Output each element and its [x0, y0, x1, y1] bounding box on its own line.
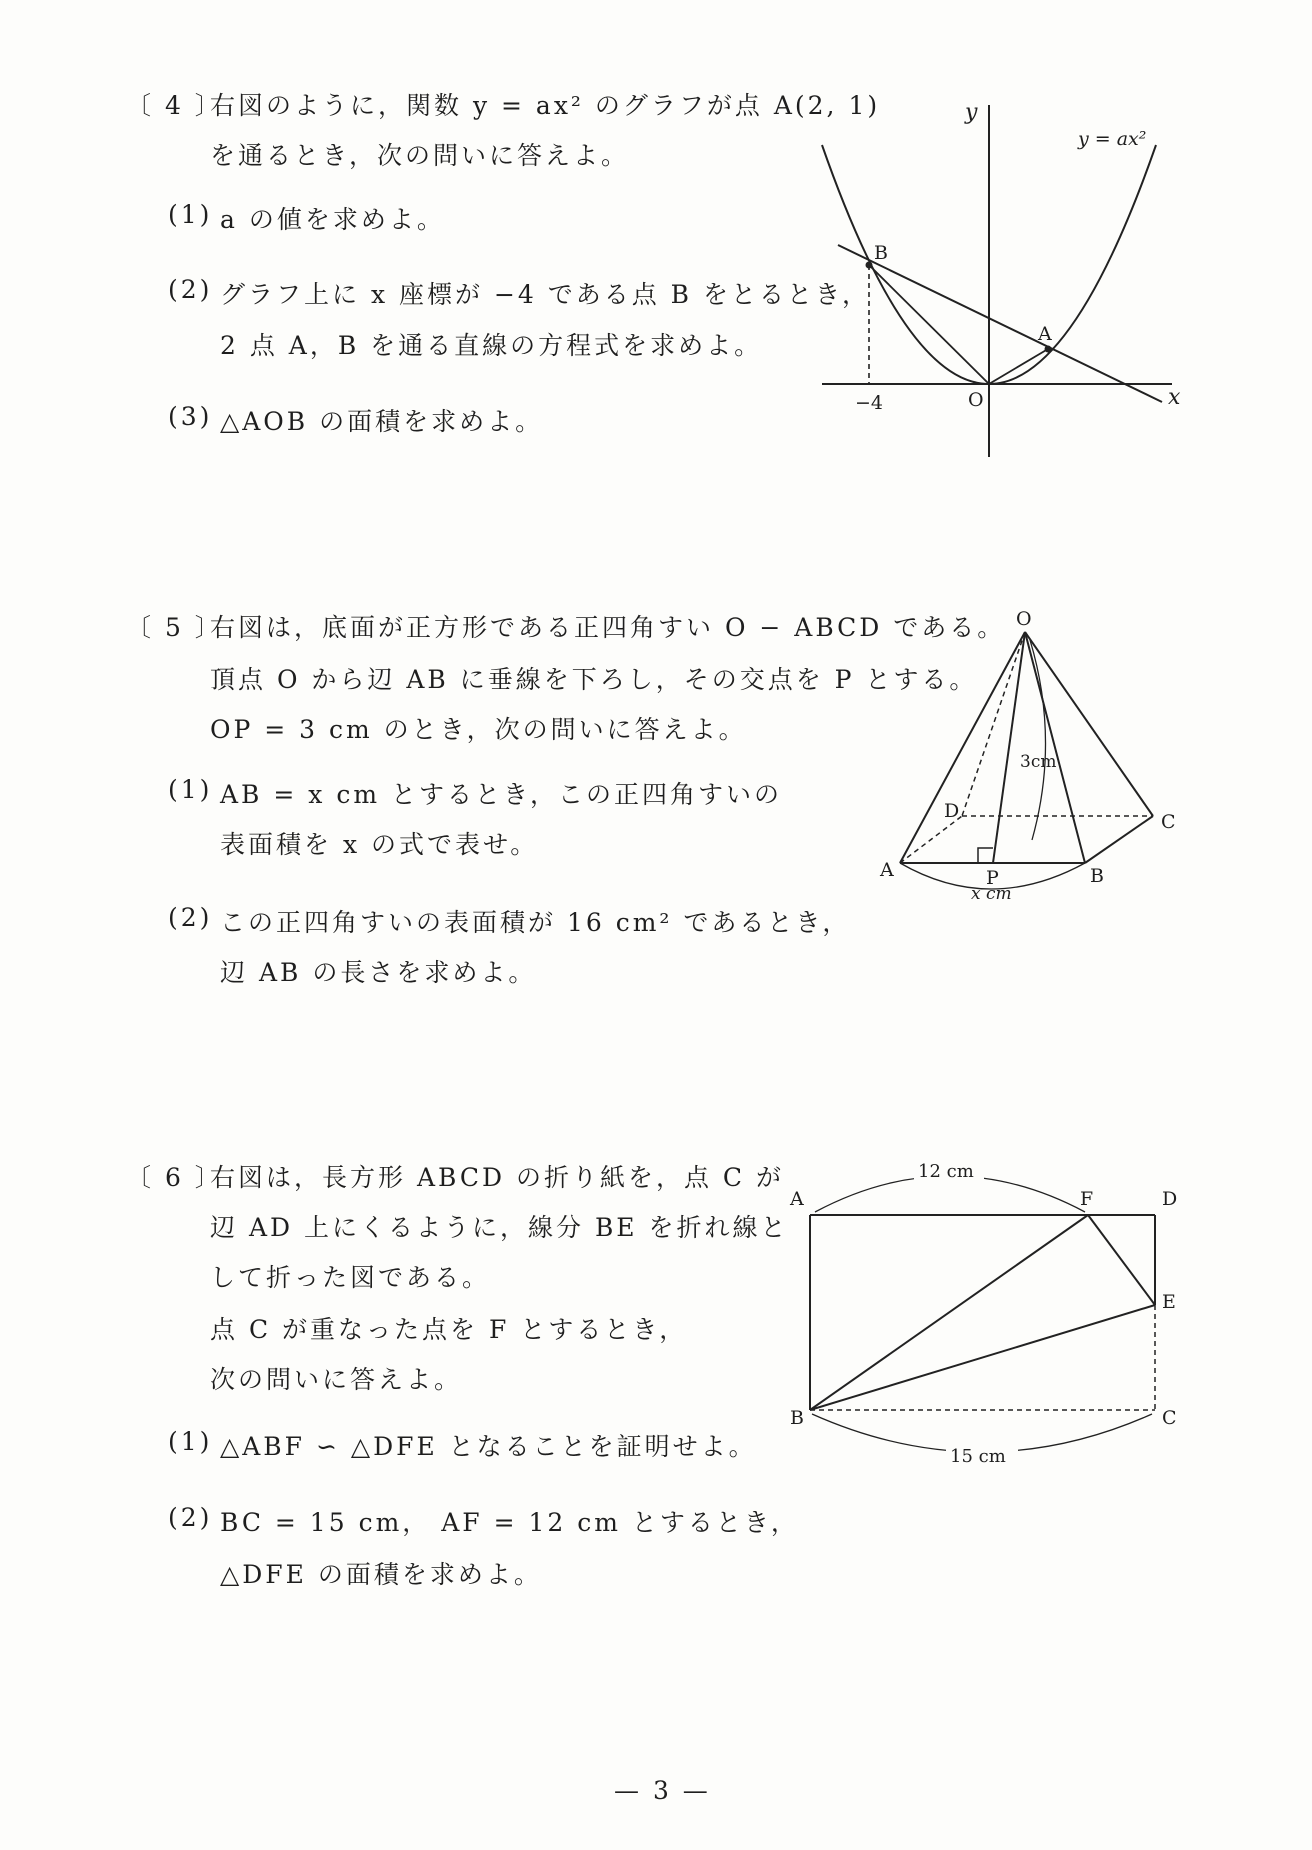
question-4-stem-line-2: を通るとき，次の問いに答えよ。 — [210, 141, 630, 170]
question-6-stem-line-2: 辺 AD 上にくるように，線分 BE を折れ線と — [210, 1213, 789, 1242]
question-6-stem-line-3: して折った図である。 — [210, 1263, 491, 1292]
segment-be — [810, 1305, 1155, 1410]
question-5-sub-2-line-2: 辺 AB の長さを求めよ。 — [220, 958, 537, 987]
vertex-b-label: B — [790, 1407, 804, 1429]
segment-fe — [1088, 1215, 1155, 1305]
question-4-stem-line-1: 右図のように，関数 y = ax² のグラフが点 A(2, 1) — [210, 91, 881, 120]
right-angle-mark — [978, 848, 993, 863]
question-5-sub-1-line-1: AB = x cm とするとき，この正四角すいの — [220, 780, 782, 809]
bc-length-label: 15 cm — [950, 1446, 1006, 1467]
question-6-sub-1-text: △ABF ∽ △DFE となることを証明せよ。 — [220, 1432, 757, 1461]
edge-oc — [1025, 632, 1153, 816]
vertex-a-label: A — [790, 1188, 804, 1210]
question-6-sub-2-line-1: BC = 15 cm， AF = 12 cm とするとき， — [220, 1508, 799, 1537]
edge-ad-hidden — [900, 816, 962, 863]
folded-rectangle-figure — [780, 1150, 1200, 1480]
question-5-stem-line-1: 右図は，底面が正方形である正四角すい O − ABCD である。 — [210, 613, 1006, 642]
vertex-d-label: D — [944, 800, 960, 822]
question-4-sub-3-number: (3) — [168, 402, 213, 431]
question-5-sub-2-line-1: この正四角すいの表面積が 16 cm² であるとき， — [220, 908, 851, 937]
point-a-label: A — [1038, 323, 1052, 345]
point-b-label: B — [874, 242, 888, 264]
question-6-stem-line-5: 次の問いに答えよ。 — [210, 1365, 463, 1394]
page-number: — 3 — — [614, 1776, 711, 1805]
question-6-stem-line-1: 右図は，長方形 ABCD の折り紙を，点 C が — [210, 1163, 784, 1192]
vertex-o-label: O — [1016, 608, 1032, 630]
question-5-stem-line-3: OP = 3 cm のとき，次の問いに答えよ。 — [210, 715, 747, 744]
question-4-sub-3-text: △AOB の面積を求めよ。 — [220, 407, 544, 436]
op-length-arc — [1030, 640, 1046, 840]
curve-label: y = ax² — [1078, 128, 1147, 150]
question-5-sub-2-number: (2) — [168, 903, 213, 932]
ab-length-label: x cm — [971, 884, 1012, 904]
question-4-sub-1-text: a の値を求めよ。 — [220, 205, 445, 234]
point-b-dot — [866, 262, 873, 269]
edge-od-hidden — [962, 632, 1025, 816]
question-4-sub-2-number: (2) — [168, 275, 213, 304]
vertex-d-label: D — [1162, 1188, 1178, 1210]
edge-ob — [1025, 632, 1085, 863]
question-6-sub-1-number: (1) — [168, 1427, 213, 1456]
edge-bc — [1085, 816, 1153, 863]
question-5-sub-1-line-2: 表面積を x の式で表せ。 — [220, 830, 539, 859]
question-6-stem-line-4: 点 C が重なった点を F とするとき， — [210, 1315, 688, 1344]
edge-oa — [900, 632, 1025, 863]
parabola-figure — [800, 90, 1200, 470]
question-6-number: 〔 6 〕 — [126, 1163, 223, 1192]
af-length-label: 12 cm — [918, 1161, 974, 1182]
question-4-sub-1-number: (1) — [168, 200, 213, 229]
question-5-stem-line-2: 頂点 O から辺 AB に垂線を下ろし，その交点を P とする。 — [210, 665, 978, 694]
vertex-b-label: B — [1090, 865, 1104, 887]
vertex-a-label: A — [880, 859, 894, 881]
point-p-label: P — [986, 867, 999, 889]
segment-oa — [989, 349, 1048, 384]
segment-op — [993, 632, 1025, 863]
question-6-sub-2-number: (2) — [168, 1503, 213, 1532]
segment-ob — [869, 265, 989, 384]
pyramid-figure — [870, 600, 1190, 920]
y-axis-label: y — [965, 100, 978, 125]
question-4-sub-2-line-2: 2 点 A，B を通る直線の方程式を求めよ。 — [220, 331, 763, 360]
origin-label: O — [968, 389, 984, 411]
vertex-e-label: E — [1162, 1291, 1176, 1313]
question-4-sub-2-line-1: グラフ上に x 座標が −4 である点 B をとるとき， — [220, 280, 871, 309]
segment-bf — [810, 1215, 1088, 1410]
question-5-sub-1-number: (1) — [168, 775, 213, 804]
op-length-label: 3cm — [1020, 752, 1057, 772]
vertex-f-label: F — [1080, 1188, 1094, 1210]
x-axis-label: x — [1168, 385, 1181, 410]
tick-minus-4: −4 — [855, 392, 884, 414]
vertex-c-label: C — [1161, 811, 1176, 833]
question-6-sub-2-line-2: △DFE の面積を求めよ。 — [220, 1560, 542, 1589]
question-4-number: 〔 4 〕 — [126, 91, 223, 120]
question-5-number: 〔 5 〕 — [126, 613, 223, 642]
point-a-dot — [1045, 346, 1052, 353]
vertex-c-label: C — [1162, 1407, 1177, 1429]
